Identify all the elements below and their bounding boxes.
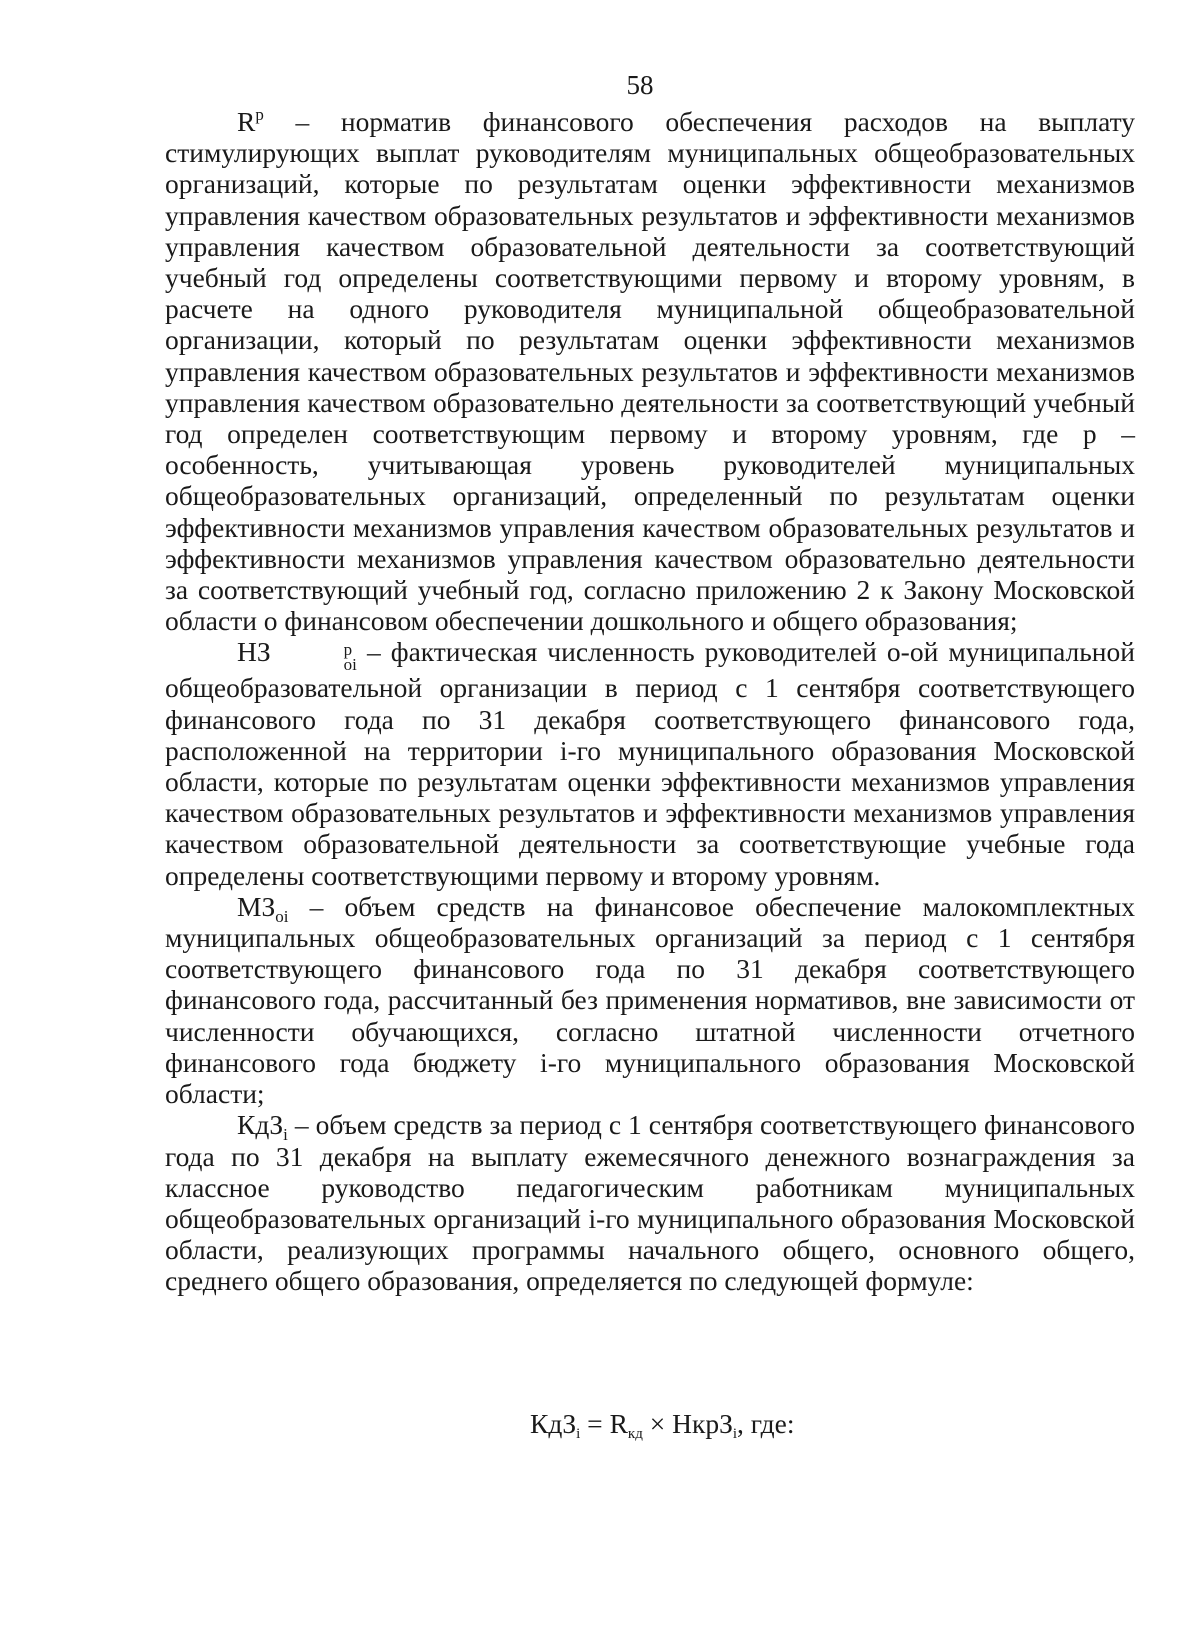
formula-kdz [530, 1408, 795, 1440]
paragraph-kdz-definition [165, 1109, 1135, 1296]
formula-lhs: КдЗ [530, 1408, 577, 1439]
symbol-mz-base: МЗ [237, 890, 276, 922]
paragraph-rp-text: – норматив финансового обеспечения расходов на выплату стимулирующих выплат руководителям муниципальных общеобразовательных организаций, которые по результатам оценки эффективности механизмов управления качеством образовательных результатов и эффективности механизмов управления качеством образовательной деятельности за соответствующий учебный год определены соответствующими первому и второму уровням, в расчете на одного руководителя муниципальной общеобразовательной организации, который по результатам оценки эффективности механизмов управления качеством образовательных результатов и эффективности механизмов управления качеством образовательно деятельности за соответствующий учебный год определен соответствующим первому и второму уровням, где р – особенность, учитывающая уровень руководителей муниципальных общеобразовательных организаций, определенный по результатам оценки эффективности механизмов управления качеством образовательных результатов и эффективности механизмов управления качеством образовательно деятельности за соответствующий учебный год, согласно приложению 2 к Закону Московской области о финансовом обеспечении дошкольного и общего образования; [165, 106, 1135, 637]
formula-equals: = [580, 1408, 610, 1439]
paragraph-mz-text: – объем средств на финансовое обеспечение малокомплектных муниципальных общеобразовательных организаций за период с 1 сентября соответствующего финансового года по 31 декабря соответствующего финансового года, рассчитанный без применения нормативов, вне зависимости от численности обучающихся, согласно штатной численности отчетного финансового года бюджету i-го муниципального образования Московской области; [165, 890, 1135, 1110]
formula-rhs: НкрЗ [672, 1408, 733, 1439]
symbol-kdz [237, 1109, 288, 1145]
symbol-nz-superscript: р [343, 640, 353, 660]
formula-tail: , где: [737, 1408, 795, 1439]
symbol-rp-base: R [237, 106, 256, 137]
paragraph-kdz-text: – объем средств за период с 1 сентября соответствующего финансового года по 31 декабря на выплату ежемесячного денежного вознаграждения за классное руководство педагогическим работникам муниципальных общеобразовательных организаций i-го муниципального образования Московской области, реализующих программы начального общего, основного общего, среднего общего образования, определяется по следующей формуле: [165, 1109, 1135, 1297]
symbol-nz [237, 636, 357, 675]
paragraph-mz-definition [165, 891, 1135, 1109]
symbol-kdz-subscript: i [283, 1125, 288, 1145]
symbol-rp [237, 106, 264, 137]
symbol-nz-indices [272, 640, 357, 675]
symbol-nz-base: НЗ [237, 636, 271, 668]
document-body [165, 106, 1135, 1297]
formula-r: R [609, 1408, 628, 1439]
formula-rhs-subscript: i [732, 1426, 738, 1442]
formula-lhs-subscript: i [576, 1426, 581, 1442]
symbol-nz-subscript: oi [343, 655, 357, 675]
formula-r-subscript: кд [627, 1426, 643, 1442]
paragraph-nz-text: – фактическая численность руководителей о-ой муниципальной общеобразовательной организации в период с 1 сентября соответствующего финансового года по 31 декабря соответствующего финансового года, расположенной на территории i-го муниципального образования Московской области, которые по результатам оценки эффективности механизмов управления качеством образовательных результатов и эффективности механизмов управления качеством образовательной деятельности за соответствующие учебные года определены соответствующими первому и второму уровням. [165, 636, 1135, 891]
symbol-mz-subscript: oi [275, 906, 289, 926]
symbol-kdz-base: КдЗ [237, 1109, 284, 1141]
formula-times: × [642, 1408, 673, 1439]
paragraph-rp-definition [165, 106, 1135, 636]
paragraph-nz-definition [165, 636, 1135, 890]
page-number: 58 [626, 70, 654, 100]
symbol-rp-superscript: р [255, 105, 264, 124]
symbol-mz [237, 890, 289, 926]
